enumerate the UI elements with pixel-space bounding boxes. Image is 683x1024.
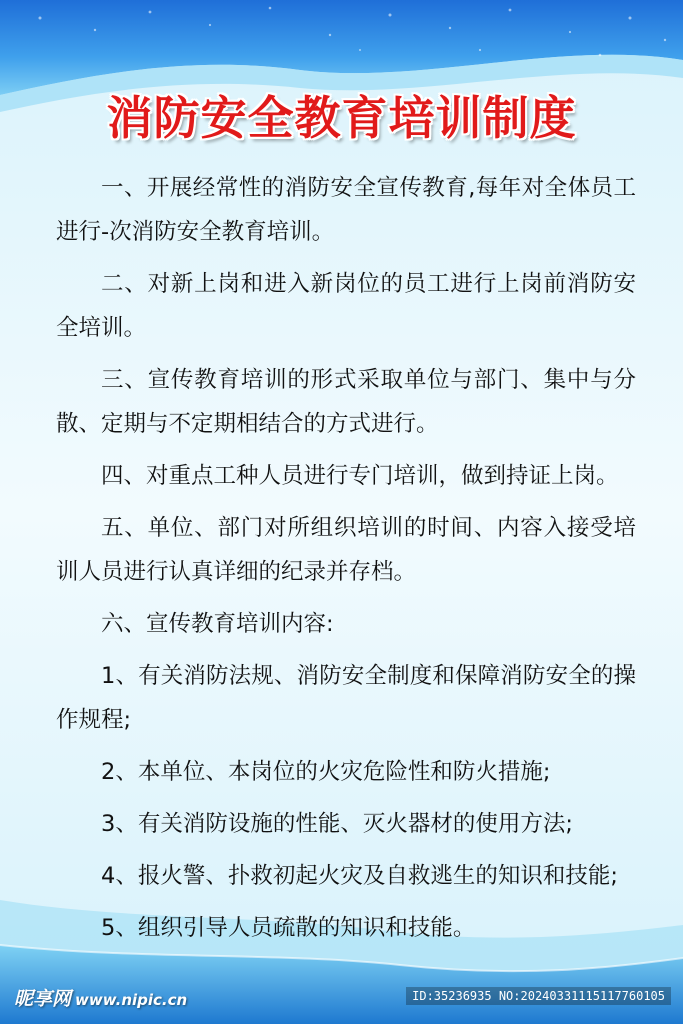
rule-paragraph: 五、单位、部门对所组织培训的时间、内容入接受培训人员进行认真详细的纪录并存档。 [56,515,636,585]
site-logo-text: 昵享网 [14,988,72,1010]
rule-subitem: 4、报火警、扑救初起火灾及自救逃生的知识和技能; [101,863,618,889]
rule-paragraph: 四、对重点工种人员进行专门培训，做到持证上岗。 [101,463,619,489]
rule-subitem: 5、组织引导人员疏散的知识和技能。 [101,915,476,941]
rule-paragraph: 二、对新上岗和进入新岗位的员工进行上岗前消防安全培训。 [56,271,636,341]
rule-subitem: 1、有关消防法规、消防安全制度和保障消防安全的操作规程; [56,663,636,733]
rule-subitem: 2、本单位、本岗位的火灾危险性和防火措施; [101,759,551,785]
site-logo [14,984,187,1011]
image-id-stamp: ID:35236935 NO:20240331115117760105 [406,987,671,1005]
rule-paragraph: 一、开展经常性的消防安全宣传教育,每年对全体员工进行-次消防安全教育培训。 [56,175,636,245]
watermark-footer [0,984,683,1012]
page-title: 消防安全教育培训制度 [106,91,577,145]
rule-paragraph: 六、宣传教育培训内容: [101,611,334,637]
rule-subitem: 3、有关消防设施的性能、灭火器材的使用方法; [101,811,573,837]
rule-paragraph: 三、宣传教育培训的形式采取单位与部门、集中与分散、定期与不定期相结合的方式进行。 [56,367,636,437]
rules-content [56,166,636,958]
site-url: www.nipic.cn [75,991,188,1009]
